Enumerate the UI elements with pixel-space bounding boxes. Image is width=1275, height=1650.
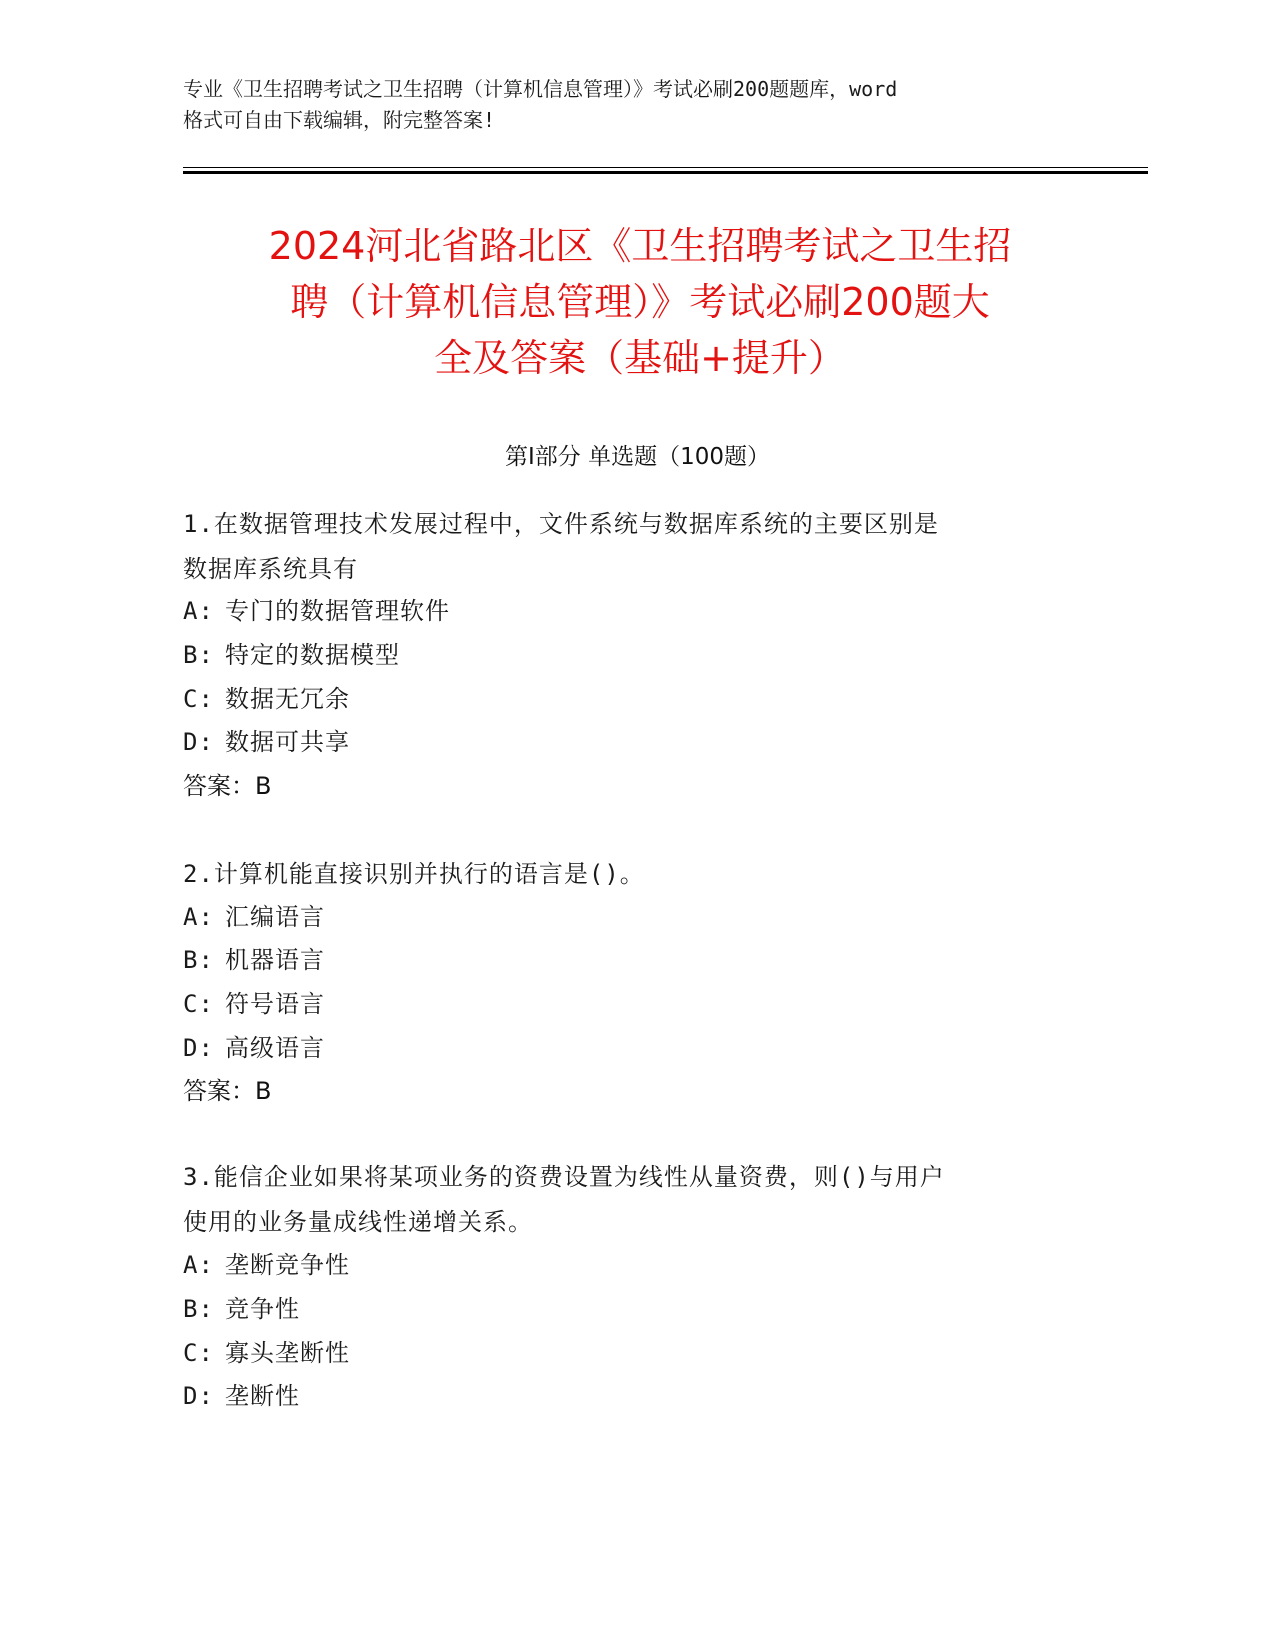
question-2-option-d bbox=[183, 1033, 325, 1063]
option-key: B: bbox=[183, 1295, 214, 1323]
option-text: 竞争性 bbox=[225, 1295, 300, 1323]
option-key: B: bbox=[183, 946, 214, 974]
option-text: 专门的数据管理软件 bbox=[225, 597, 450, 625]
question-2-line-1: 2.计算机能直接识别并执行的语言是()。 bbox=[183, 860, 645, 888]
option-text: 特定的数据模型 bbox=[225, 641, 400, 669]
question-3-text bbox=[183, 1155, 1063, 1245]
option-text: 数据可共享 bbox=[225, 728, 350, 756]
option-text: 符号语言 bbox=[225, 990, 325, 1018]
option-text: 高级语言 bbox=[225, 1034, 325, 1062]
question-2-option-b bbox=[183, 945, 325, 975]
question-3-line-1: 3.能信企业如果将某项业务的资费设置为线性从量资费，则()与用户 bbox=[183, 1163, 945, 1191]
option-key: A: bbox=[183, 1251, 214, 1279]
question-3-option-a bbox=[183, 1250, 350, 1280]
question-1-line-1: 1.在数据管理技术发展过程中，文件系统与数据库系统的主要区别是 bbox=[183, 510, 939, 538]
option-text: 汇编语言 bbox=[225, 903, 325, 931]
question-2-option-a bbox=[183, 902, 325, 932]
option-key: A: bbox=[183, 903, 214, 931]
question-3-option-b bbox=[183, 1294, 300, 1324]
question-1-option-d bbox=[183, 727, 350, 757]
question-3-option-d bbox=[183, 1381, 300, 1411]
title-line-1: 2024河北省路北区《卫生招聘考试之卫生招 bbox=[268, 224, 1012, 268]
header-note-line-2: 格式可自由下载编辑，附完整答案! bbox=[183, 108, 496, 132]
question-3-line-2: 使用的业务量成线性递增关系。 bbox=[183, 1208, 533, 1236]
question-2-text bbox=[183, 852, 1063, 897]
option-text: 机器语言 bbox=[225, 946, 325, 974]
question-1-option-b bbox=[183, 640, 400, 670]
header-rule-thin bbox=[183, 167, 1148, 168]
option-key: D: bbox=[183, 1382, 214, 1410]
option-key: C: bbox=[183, 1339, 214, 1367]
option-text: 数据无冗余 bbox=[225, 685, 350, 713]
header-note bbox=[183, 74, 1083, 136]
header-note-line-1: 专业《卫生招聘考试之卫生招聘（计算机信息管理）》考试必刷200题题库，word bbox=[183, 77, 898, 101]
question-1-answer: 答案：B bbox=[183, 772, 272, 800]
option-text: 寡头垄断性 bbox=[225, 1339, 350, 1367]
option-key: B: bbox=[183, 641, 214, 669]
question-1-text bbox=[183, 502, 1063, 592]
question-1-line-2: 数据库系统具有 bbox=[183, 555, 358, 583]
question-2-option-c bbox=[183, 989, 325, 1019]
document-title bbox=[160, 218, 1120, 386]
question-1-option-c bbox=[183, 684, 350, 714]
title-line-2: 聘（计算机信息管理）》考试必刷200题大 bbox=[290, 280, 990, 324]
header-rule-thick bbox=[183, 171, 1148, 174]
option-text: 垄断性 bbox=[225, 1382, 300, 1410]
question-2-answer: 答案：B bbox=[183, 1077, 272, 1105]
option-key: C: bbox=[183, 685, 214, 713]
question-3-option-c bbox=[183, 1338, 350, 1368]
option-key: A: bbox=[183, 597, 214, 625]
title-line-3: 全及答案（基础+提升） bbox=[434, 336, 846, 380]
section-title: 第I部分 单选题（100题） bbox=[505, 444, 770, 470]
option-key: C: bbox=[183, 990, 214, 1018]
option-key: D: bbox=[183, 1034, 214, 1062]
option-text: 垄断竞争性 bbox=[225, 1251, 350, 1279]
question-1-option-a bbox=[183, 596, 450, 626]
option-key: D: bbox=[183, 728, 214, 756]
